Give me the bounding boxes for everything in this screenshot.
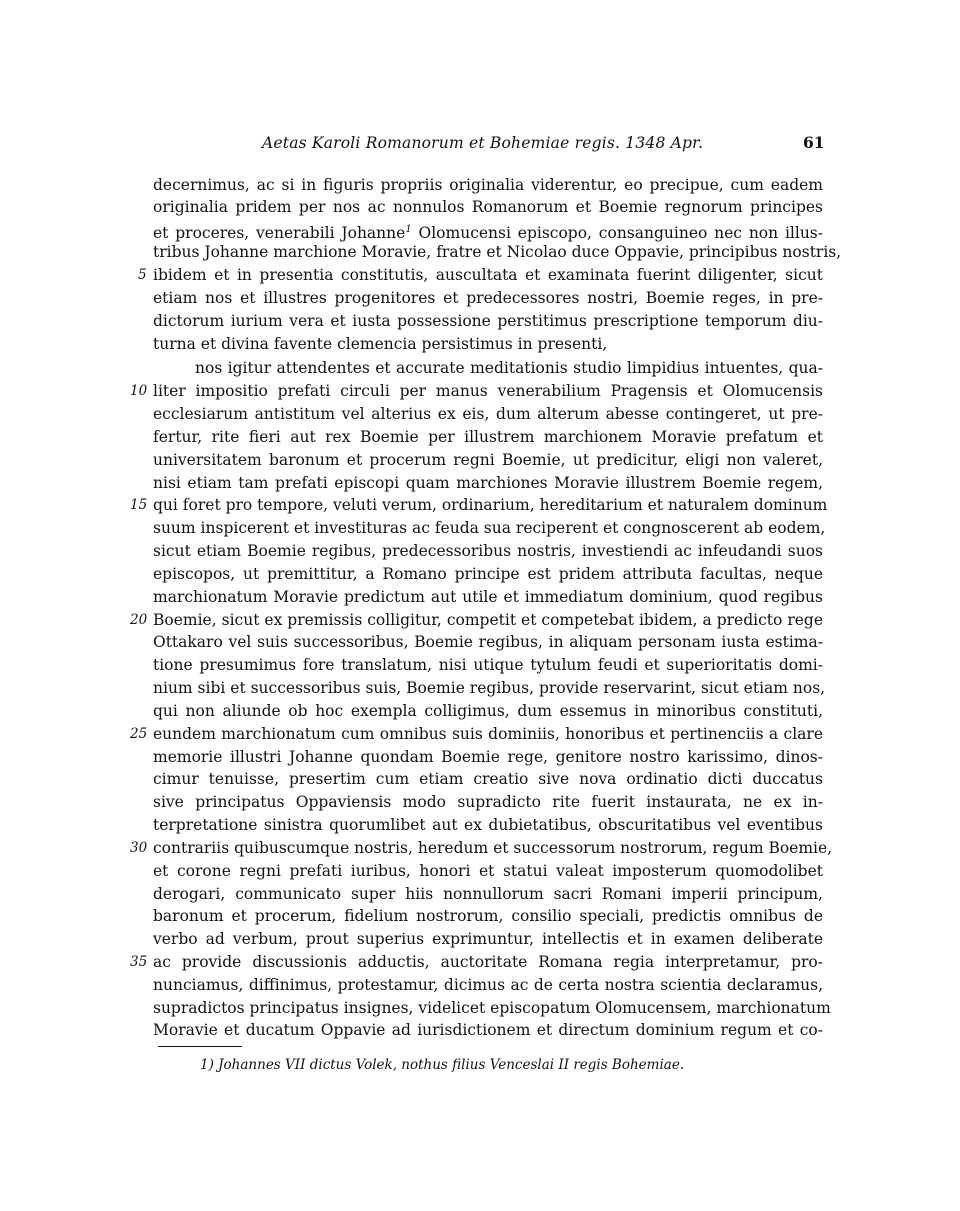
text-line: et corone regni prefati iuribus, honori et statui valeat imposterum quomodolibet xyxy=(153,862,823,880)
text-line: etiam nos et illustres progenitores et predecessores nostri, Boemie reges, in pre- xyxy=(153,289,823,307)
text-line: fertur, rite fieri aut rex Boemie per illustrem marchionem Moravie prefatum et xyxy=(153,428,823,446)
running-head: Aetas Karoli Romanorum et Bohemiae regis. 1348 Apr. xyxy=(262,134,704,152)
text-line: nisi etiam tam prefati episcopi quam marchiones Moravie illustrem Boemie regem, xyxy=(153,474,823,492)
text-line: terpretatione sinistra quorumlibet aut ex dubietatibus, obscuritatibus vel eventibus xyxy=(153,816,823,834)
line-number: 10 xyxy=(130,383,148,399)
line-number: 35 xyxy=(130,954,148,970)
text-line-part: Olomucensi episcopo, consanguineo nec non illus- xyxy=(411,224,823,243)
text-line: ac provide discussionis adductis, auctoritate Romana regia interpretamur, pro- xyxy=(153,953,823,971)
text-line: dictorum iurium vera et iusta possessione perstitimus prescriptione temporum diu- xyxy=(153,312,823,330)
text-line: derogari, communicato super hiis nonnullorum sacri Romani imperii principum, xyxy=(153,885,823,903)
text-line: verbo ad verbum, prout superius exprimuntur, intellectis et in examen deliberate xyxy=(153,930,823,948)
text-line: originalia pridem per nos ac nonnulos Romanorum et Boemie regnorum principes xyxy=(153,198,823,216)
line-number: 25 xyxy=(130,726,148,742)
text-line: decernimus, ac si in figuris propriis originalia viderentur, eo precipue, cum eadem xyxy=(153,176,823,194)
page-number: 61 xyxy=(803,133,825,152)
footnote-marker: 1 xyxy=(405,224,412,235)
text-line: Ottakaro vel suis successoribus, Boemie regibus, in aliquam personam iusta estima- xyxy=(153,633,823,651)
line-number: 30 xyxy=(130,840,148,856)
text-line: tione presumimus fore translatum, nisi utique tytulum feudi et superioritatis domi- xyxy=(153,656,823,674)
text-line: baronum et procerum, fidelium nostrorum, consilio speciali, predictis omnibus de xyxy=(153,907,823,925)
line-number: 15 xyxy=(130,497,148,513)
text-line: memorie illustri Johanne quondam Boemie rege, genitore nostro karissimo, dinos- xyxy=(153,748,823,766)
text-line: ibidem et in presentia constitutis, auscultata et examinata fuerint diligenter, sicut xyxy=(153,266,823,284)
footnote-divider xyxy=(158,1046,242,1047)
text-line: cimur tenuisse, presertim cum etiam creatio sive nova ordinatio dicti duccatus xyxy=(153,770,823,788)
text-line: episcopos, ut premittitur, a Romano principe est pridem attributa facultas, neque xyxy=(153,565,823,583)
line-number: 20 xyxy=(130,612,148,628)
text-line: universitatem baronum et procerum regni Boemie, ut predicitur, eligi non valeret, xyxy=(153,451,823,469)
text-line: nium sibi et successoribus suis, Boemie regibus, provide reservarint, sicut etiam nos, xyxy=(153,679,826,697)
text-line: suum inspicerent et investituras ac feuda sua reciperent et congnoscerent ab eodem, xyxy=(153,519,826,537)
text-line: qui non aliunde ob hoc exempla colligimus, dum essemus in minoribus constituti, xyxy=(153,702,823,720)
line-number: 5 xyxy=(138,267,147,283)
text-line: Boemie, sicut ex premissis colligitur, competit et competebat ibidem, a predicto rege xyxy=(153,611,823,629)
text-line: marchionatum Moravie predictum aut utile et immediatum dominium, quod regibus xyxy=(153,588,823,606)
text-line: nunciamus, diffinimus, protestamur, dicimus ac de certa nostra scientia declaramus, xyxy=(153,976,823,994)
text-line-part: et proceres, venerabili Johanne xyxy=(153,224,406,243)
text-line: Moravie et ducatum Oppavie ad iurisdictionem et directum dominium regum et co- xyxy=(153,1021,823,1039)
text-line: turna et divina favente clemencia persistimus in presenti, xyxy=(153,335,608,353)
text-line: tribus Johanne marchione Moravie, fratre et Nicolao duce Oppavie, principibus nostris, xyxy=(153,243,842,261)
text-line: contrariis quibuscumque nostris, heredum et successorum nostrorum, regum Boemie, xyxy=(153,839,833,857)
text-line: eundem marchionatum cum omnibus suis dominiis, honoribus et pertinenciis a clare xyxy=(153,725,823,743)
text-line: nos igitur attendentes et accurate meditationis studio limpidius intuentes, qua- xyxy=(195,359,823,377)
text-line: qui foret pro tempore, veluti verum, ordinarium, hereditarium et naturalem dominum xyxy=(153,496,828,514)
text-line: liter impositio prefati circuli per manus venerabilium Pragensis et Olomucensis xyxy=(153,382,823,400)
text-line: supradictos principatus insignes, videlicet episcopatum Olomucensem, marchionatum xyxy=(153,999,831,1017)
footnote: 1) Johannes VII dictus Volek, nothus filius Venceslai II regis Bohemiae. xyxy=(200,1057,685,1073)
text-line: ecclesiarum antistitum vel alterius ex eis, dum alterum abesse contingeret, ut pre- xyxy=(153,405,823,423)
text-line: sive principatus Oppaviensis modo supradicto rite fuerit instaurata, ne ex in- xyxy=(153,793,823,811)
text-line: sicut etiam Boemie regibus, predecessoribus nostris, investiendi ac infeudandi suos xyxy=(153,542,823,560)
